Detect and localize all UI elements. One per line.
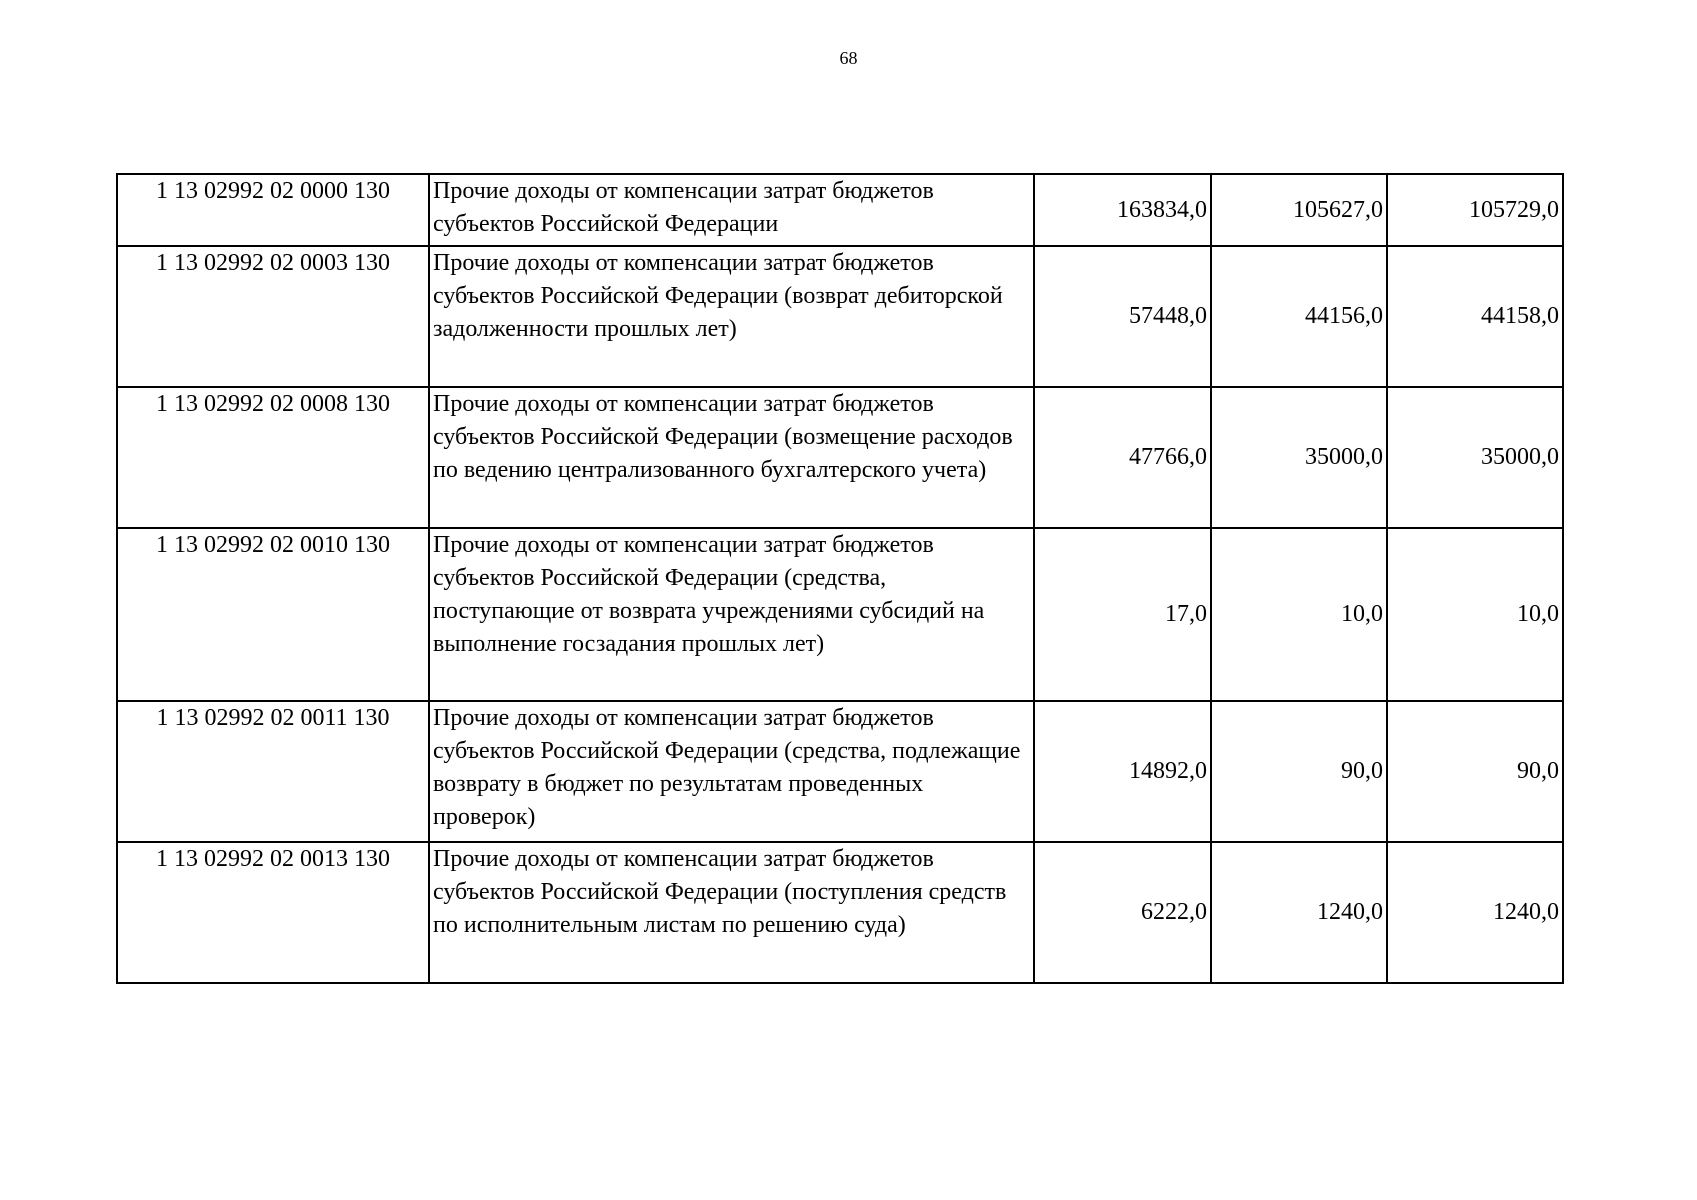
- row-value-3: 44158,0: [1387, 246, 1563, 387]
- row-value-3: 90,0: [1387, 701, 1563, 842]
- row-description: Прочие доходы от компенсации затрат бюджетов субъектов Российской Федерации (средства, поступающие от возврата учреждениями субсидий на выполнение госзадания прошлых лет): [429, 528, 1034, 701]
- row-code: 1 13 02992 02 0013 130: [117, 842, 429, 983]
- row-value-2: 35000,0: [1211, 387, 1387, 528]
- table-row: [117, 174, 1563, 246]
- table-row: [117, 246, 1563, 387]
- row-description: Прочие доходы от компенсации затрат бюджетов субъектов Российской Федерации (средства, подлежащие возврату в бюджет по результатам проведенных проверок): [429, 701, 1034, 842]
- row-value-2: 44156,0: [1211, 246, 1387, 387]
- row-code: 1 13 02992 02 0003 130: [117, 246, 429, 387]
- row-value-2: 90,0: [1211, 701, 1387, 842]
- row-value-3: 105729,0: [1387, 174, 1563, 246]
- row-description: Прочие доходы от компенсации затрат бюджетов субъектов Российской Федерации (поступления средств по исполнительным листам по решению суда): [429, 842, 1034, 983]
- row-value-2: 1240,0: [1211, 842, 1387, 983]
- row-value-3: 1240,0: [1387, 842, 1563, 983]
- table-row: [117, 701, 1563, 842]
- row-value-1: 17,0: [1034, 528, 1211, 701]
- row-description: Прочие доходы от компенсации затрат бюджетов субъектов Российской Федерации: [429, 174, 1034, 246]
- row-code: 1 13 02992 02 0000 130: [117, 174, 429, 246]
- row-description: Прочие доходы от компенсации затрат бюджетов субъектов Российской Федерации (возврат дебиторской задолженности прошлых лет): [429, 246, 1034, 387]
- row-code: 1 13 02992 02 0008 130: [117, 387, 429, 528]
- row-value-1: 14892,0: [1034, 701, 1211, 842]
- table-row: [117, 528, 1563, 701]
- row-code: 1 13 02992 02 0011 130: [117, 701, 429, 842]
- row-value-1: 57448,0: [1034, 246, 1211, 387]
- row-code: 1 13 02992 02 0010 130: [117, 528, 429, 701]
- table-row: [117, 387, 1563, 528]
- row-value-2: 10,0: [1211, 528, 1387, 701]
- row-value-1: 163834,0: [1034, 174, 1211, 246]
- revenue-table: [116, 173, 1564, 984]
- row-value-3: 35000,0: [1387, 387, 1563, 528]
- row-value-1: 47766,0: [1034, 387, 1211, 528]
- page-number: 68: [839, 48, 858, 68]
- row-value-3: 10,0: [1387, 528, 1563, 701]
- row-value-2: 105627,0: [1211, 174, 1387, 246]
- row-description: Прочие доходы от компенсации затрат бюджетов субъектов Российской Федерации (возмещение расходов по ведению централизованного бухгалтерского учета): [429, 387, 1034, 528]
- row-value-1: 6222,0: [1034, 842, 1211, 983]
- table-row: [117, 842, 1563, 983]
